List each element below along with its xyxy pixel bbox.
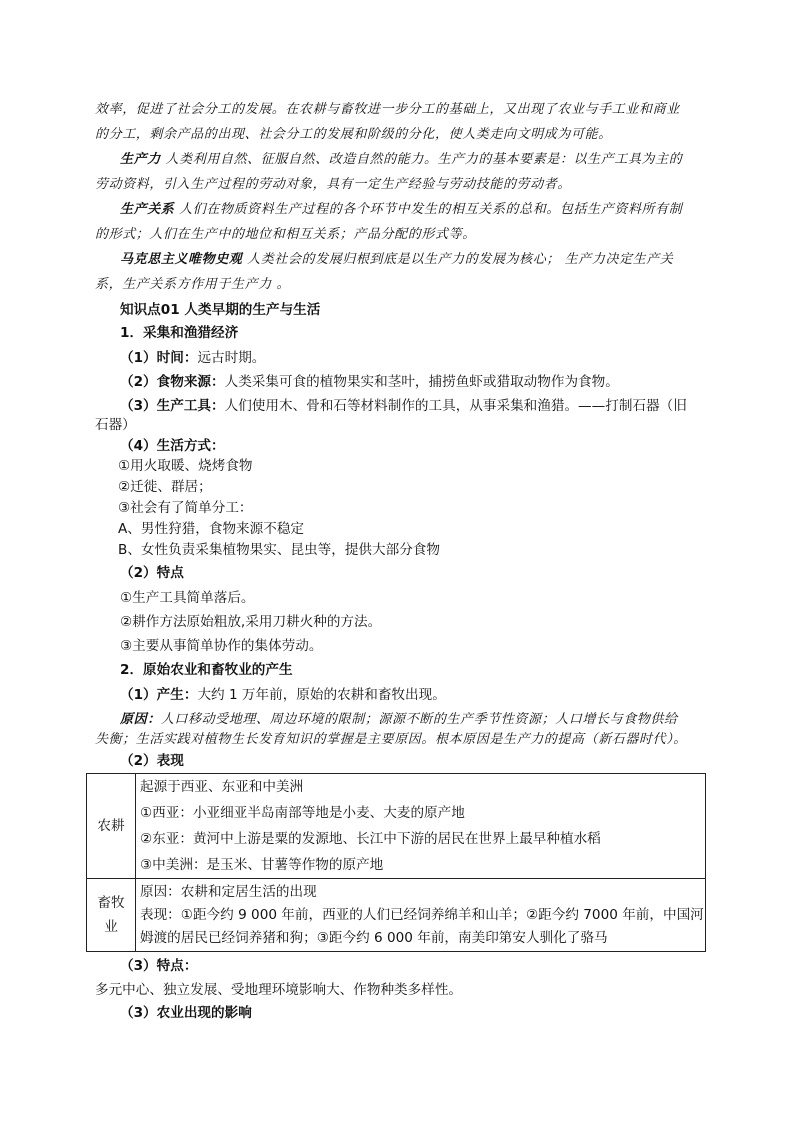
agriculture-table [86, 773, 706, 952]
reason-line-1 [120, 711, 730, 729]
time-text: 远古时期。 [197, 350, 266, 366]
productive-force-line-1 [120, 151, 730, 169]
marxism-term: 马克思主义唯物史观 [120, 252, 243, 267]
lifestyle-item: ①用火取暖、烧烤食物 [118, 458, 253, 474]
tools-line [120, 397, 730, 415]
production-relations-line-1 [120, 201, 730, 219]
features-3-text: 多元中心、独立发展、受地理环境影响大、作物种类多样性。 [95, 982, 463, 998]
intro-line-2: 的分工，剩余产品的出现、社会分工的发展和阶级的分化，使人类走向文明成为可能。 [95, 127, 612, 142]
lifestyle-item: ②迁徙、群居； [118, 479, 212, 495]
herding-label-line: 业 [104, 919, 118, 935]
farming-label: 农耕 [87, 774, 136, 879]
table-row [87, 774, 706, 879]
features-item: ③主要从事简单协作的集体劳动。 [120, 638, 323, 654]
lifestyle-item: B、女性负责采集植物果实、昆虫等，提供大部分食物 [118, 542, 440, 558]
herding-row: 表现：①距今约 9 000 年前，西亚的人们已经饲养绵羊和山羊；②距今约 7000 年前，中国河 [140, 906, 704, 923]
production-relations-definition: 人们在物质资料生产过程的各个环节中发生的相互关系的总和。包括生产资料所有制 [179, 202, 683, 217]
features-item: ①生产工具简单落后。 [120, 590, 255, 606]
reason-text: 人口移动受地理、周边环境的限制；源源不断的生产季节性资源；人口增长与食物供给 [160, 712, 678, 727]
section-title: 知识点01 人类早期的生产与生活 [120, 302, 321, 318]
food-line [120, 373, 730, 391]
productive-force-definition: 人类利用自然、征服自然、改造自然的能力。生产力的基本要素是：以生产工具为主的 [165, 152, 683, 167]
productive-force-line-2: 劳动资料，引入生产过程的劳动对象，具有一定生产经验与劳动技能的劳动者。 [95, 177, 572, 192]
farming-row: ③中美洲：是玉米、甘薯等作物的原产地 [140, 857, 384, 873]
farming-row: 起源于西亚、东亚和中美洲 [140, 779, 304, 795]
origin-line [120, 686, 730, 704]
herding-row: 姆渡的居民已经饲养猪和狗；③距今约 6 000 年前，南美印第安人驯化了骆马 [140, 929, 608, 946]
productive-force-term: 生产力 [120, 152, 161, 167]
herding-row: 原因：农耕和定居生活的出现 [140, 883, 317, 900]
farming-row: ①西亚：小亚细亚半岛南部等地是小麦、大麦的原产地 [140, 805, 465, 821]
lifestyle-label: （4）生活方式： [120, 438, 225, 454]
lifestyle-item: A、男性狩猎，食物来源不稳定 [118, 521, 305, 537]
time-line [120, 349, 730, 367]
features-label: （2）特点 [120, 565, 184, 581]
reason-line-2: 失衡；生活实践对植物生长发育知识的掌握是主要原因。根本原因是生产力的提高（新石器时代）。 [95, 732, 687, 747]
herding-cell [136, 879, 706, 952]
food-text: 人类采集可食的植物果实和茎叶，捕捞鱼虾或猎取动物作为食物。 [224, 374, 619, 390]
marxism-definition: 人类社会的发展归根到底是以生产力的发展为核心； 生产力决定生产关 [247, 252, 674, 267]
origin-label: （1）产生： [120, 687, 198, 703]
herding-label-line: 畜牧 [97, 895, 125, 911]
impact-label: （3）农业出现的影响 [120, 1005, 252, 1021]
production-relations-line-2: 的形式；人们在生产中的地位和相互关系；产品分配的形式等。 [95, 227, 476, 242]
origin-text: 大约 1 万年前，原始的农耕和畜牧出现。 [197, 687, 446, 703]
farming-cell [136, 774, 706, 879]
features-3-label: （3）特点： [120, 958, 198, 974]
tools-text: 人们使用木、骨和石等材料制作的工具，从事采集和渔猎。——打制石器（旧 [224, 398, 687, 414]
farming-row: ②东亚：黄河中上游是粟的发源地、长江中下游的居民在世界上最早种植水稻 [140, 831, 601, 847]
tools-line-2: 石器） [95, 417, 136, 433]
production-relations-term: 生产关系 [120, 202, 175, 217]
lifestyle-item: ③社会有了简单分工： [118, 500, 253, 516]
herding-label [87, 879, 136, 952]
marxism-line-2: 系，生产关系方作用于生产力 。 [95, 277, 291, 292]
performance-label: （2）表现 [120, 753, 184, 769]
reason-label: 原因： [120, 712, 161, 727]
marxism-line-1 [120, 251, 730, 269]
table-row [87, 879, 706, 952]
features-item: ②耕作方法原始粗放,采用刀耕火种的方法。 [120, 614, 382, 630]
subsection-1-title: 1．采集和渔猎经济 [120, 325, 239, 341]
tools-label: （3）生产工具： [120, 398, 225, 414]
time-label: （1）时间： [120, 350, 198, 366]
intro-line-1: 效率，促进了社会分工的发展。在农耕与畜牧进一步分工的基础上，又出现了农业与手工业和商业 [95, 102, 680, 117]
food-label: （2）食物来源： [120, 374, 225, 390]
subsection-2-title: 2．原始农业和畜牧业的产生 [120, 662, 293, 678]
